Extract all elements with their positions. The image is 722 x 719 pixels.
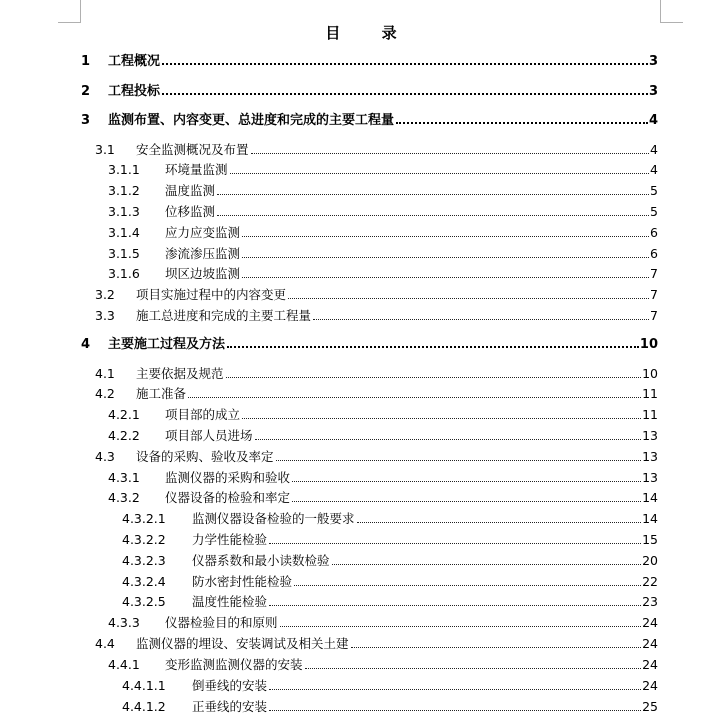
toc-entry-number: 3.3: [95, 308, 115, 323]
toc-entry-title: 安全监测概况及布置: [136, 140, 250, 160]
toc-entry-page-number: 13: [642, 428, 658, 443]
toc-entry-title: 工程概况: [108, 52, 161, 72]
toc-entry[interactable]: [0, 335, 722, 355]
toc-entry-number: 4.3.2.3: [122, 553, 166, 568]
toc-entry-title: 仪器设备的检验和率定: [165, 488, 291, 508]
toc-entry-title: 力学性能检验: [192, 530, 268, 550]
toc-entry-page-number: 22: [642, 574, 658, 589]
toc-entry[interactable]: [0, 676, 722, 696]
toc-entry-title: 位移监测: [165, 202, 216, 222]
toc-entry-line: [165, 181, 658, 201]
toc-entry[interactable]: [0, 82, 722, 102]
toc-entry-line: [165, 244, 658, 264]
toc-entry-title: 项目部人员进场: [165, 426, 254, 446]
toc-entry-number: 4.4: [95, 636, 115, 651]
toc-entry[interactable]: [0, 426, 722, 446]
toc-leader-dots: [230, 173, 649, 174]
toc-entry-title: 温度性能检验: [192, 592, 268, 612]
toc-leader-dots: [269, 710, 641, 711]
toc-entry-title: 防水密封性能检验: [192, 572, 293, 592]
toc-entry-number: 4.3.2.5: [122, 594, 166, 609]
toc-entry-title: 施工准备: [136, 384, 187, 404]
toc-leader-dots: [305, 668, 642, 669]
toc-entry[interactable]: [0, 613, 722, 633]
toc-entry[interactable]: [0, 111, 722, 131]
toc-entry-number: 4.3.1: [108, 470, 140, 485]
toc-entry-page-number: 20: [642, 553, 658, 568]
toc-leader-dots: [276, 460, 642, 461]
toc-entry-line: [165, 264, 658, 284]
toc-entry-line: [165, 202, 658, 222]
toc-entry-number: 4.3.2.2: [122, 532, 166, 547]
toc-entry-number: 3: [81, 113, 91, 128]
toc-entry-line: [165, 426, 658, 446]
toc-entry[interactable]: [0, 264, 722, 284]
page-corner-mark-left: [58, 0, 81, 23]
toc-leader-dots: [269, 543, 641, 544]
toc-entry-line: [136, 285, 658, 305]
toc-entry-line: [108, 52, 658, 72]
toc-entry-title: 项目部的成立: [165, 405, 241, 425]
toc-entry-number: 4.2.2: [108, 428, 140, 443]
toc-entry-number: 3.1.1: [108, 162, 140, 177]
toc-leader-dots: [242, 418, 641, 419]
toc-entry-number: 3.1.4: [108, 225, 140, 240]
toc-entry[interactable]: [0, 285, 722, 305]
toc-entry-title: 环境量监测: [165, 160, 229, 180]
toc-entry-number: 4.2.1: [108, 407, 140, 422]
toc-entry-line: [165, 160, 658, 180]
toc-entry-number: 4.3.2: [108, 490, 140, 505]
toc-entry[interactable]: [0, 530, 722, 550]
toc-entry[interactable]: [0, 140, 722, 160]
toc-entry-line: [165, 488, 658, 508]
toc-entry-title: 工程投标: [108, 82, 161, 102]
toc-entry-number: 4.3.2.4: [122, 574, 166, 589]
toc-leader-dots: [217, 194, 649, 195]
toc-entry-page-number: 10: [639, 337, 658, 352]
toc-entry-number: 3.1: [95, 142, 115, 157]
toc-entry-page-number: 4: [650, 162, 658, 177]
toc-entry-line: [136, 384, 658, 404]
toc-entry-number: 4.4.1: [108, 657, 140, 672]
toc-entry-line: [165, 655, 658, 675]
toc-leader-dots: [269, 689, 641, 690]
toc-entry-title: 主要依据及规范: [136, 364, 225, 384]
toc-entry-title: 监测仪器的采购和验收: [165, 468, 291, 488]
toc-entry-line: [165, 613, 658, 633]
toc-entry[interactable]: [0, 447, 722, 467]
toc-entry[interactable]: [0, 655, 722, 675]
toc-leader-dots: [242, 236, 649, 237]
toc-entry-page-number: 14: [642, 490, 658, 505]
toc-entry-page-number: 14: [642, 511, 658, 526]
toc-entry-title: 主要施工过程及方法: [108, 335, 226, 355]
toc-entry-line: [192, 697, 658, 717]
toc-leader-dots: [217, 215, 649, 216]
toc-entry-number: 4.4.1.1: [122, 678, 166, 693]
toc-leader-dots: [188, 397, 641, 398]
toc-entry-number: 3.1.5: [108, 246, 140, 261]
toc-leader-dots: [294, 585, 641, 586]
toc-entry[interactable]: [0, 223, 722, 243]
toc-entry-number: 1: [81, 54, 91, 69]
toc-entry[interactable]: [0, 488, 722, 508]
toc-entry-page-number: 13: [642, 470, 658, 485]
toc-entry-page-number: 3: [648, 54, 658, 69]
toc-entry-title: 监测布置、内容变更、总进度和完成的主要工程量: [108, 111, 395, 131]
toc-leader-dots: [255, 439, 642, 440]
toc-entry-line: [136, 447, 658, 467]
toc-entry-page-number: 5: [650, 183, 658, 198]
toc-entry-line: [192, 572, 658, 592]
toc-entry[interactable]: [0, 52, 722, 72]
toc-leader-dots: [280, 626, 642, 627]
toc-leader-dots: [332, 564, 642, 565]
toc-entry-title: 仪器检验目的和原则: [165, 613, 279, 633]
toc-title: 目 录: [325, 24, 415, 42]
toc-entry-title: 渗流渗压监测: [165, 244, 241, 264]
toc-entry-title: 正垂线的安装: [192, 697, 268, 717]
toc-leader-dots: [292, 501, 641, 502]
toc-entry-page-number: 7: [650, 308, 658, 323]
toc-entry-line: [192, 509, 658, 529]
toc-entry-page-number: 24: [642, 636, 658, 651]
toc-entry-page-number: 3: [648, 84, 658, 99]
toc-entry-title: 温度监测: [165, 181, 216, 201]
toc-entry-number: 3.1.3: [108, 204, 140, 219]
toc-entry-page-number: 11: [642, 407, 658, 422]
toc-leader-dots: [162, 63, 648, 65]
toc-entry-page-number: 7: [650, 266, 658, 281]
toc-entry-line: [136, 306, 658, 326]
toc-entry-page-number: 24: [642, 678, 658, 693]
toc-entry[interactable]: [0, 551, 722, 571]
toc-leader-dots: [242, 277, 649, 278]
toc-leader-dots: [162, 93, 648, 95]
toc-entry-number: 4.1: [95, 366, 115, 381]
toc-entry[interactable]: [0, 572, 722, 592]
toc-entry-number: 4.3.2.1: [122, 511, 166, 526]
toc-entry-page-number: 11: [642, 386, 658, 401]
toc-entry[interactable]: [0, 468, 722, 488]
toc-leader-dots: [351, 647, 642, 648]
toc-entry-title: 监测仪器的埋设、安装调试及相关土建: [136, 634, 350, 654]
toc-leader-dots: [242, 257, 649, 258]
toc-entry-page-number: 7: [650, 287, 658, 302]
toc-leader-dots: [288, 298, 649, 299]
toc-leader-dots: [357, 522, 642, 523]
toc-entry-page-number: 15: [642, 532, 658, 547]
toc-leader-dots: [396, 122, 648, 124]
toc-entry[interactable]: [0, 405, 722, 425]
toc-entry-number: 4: [81, 337, 91, 352]
toc-entry-title: 坝区边坡监测: [165, 264, 241, 284]
toc-entry-number: 3.2: [95, 287, 115, 302]
page-corner-mark-right: [660, 0, 683, 23]
toc-entry-title: 监测仪器设备检验的一般要求: [192, 509, 356, 529]
toc-entry-line: [108, 335, 658, 355]
toc-entry[interactable]: [0, 181, 722, 201]
toc-entry[interactable]: [0, 244, 722, 264]
toc-entry-line: [165, 468, 658, 488]
toc-entry-line: [108, 111, 658, 131]
toc-entry-title: 变形监测监测仪器的安装: [165, 655, 304, 675]
toc-entry[interactable]: [0, 202, 722, 222]
toc-entry-line: [108, 82, 658, 102]
toc-entry-line: [165, 405, 658, 425]
toc-entry[interactable]: [0, 592, 722, 612]
toc-entry-line: [165, 223, 658, 243]
toc-entry-page-number: 13: [642, 449, 658, 464]
toc-entry[interactable]: [0, 306, 722, 326]
toc-entry-page-number: 5: [650, 204, 658, 219]
toc-entry-line: [192, 551, 658, 571]
toc-entry-title: 仪器系数和最小读数检验: [192, 551, 331, 571]
toc-entry-number: 4.4.1.2: [122, 699, 166, 714]
toc-entry[interactable]: [0, 634, 722, 654]
toc-entry-page-number: 24: [642, 657, 658, 672]
toc-entry-page-number: 25: [642, 699, 658, 714]
toc-entry-line: [136, 140, 658, 160]
toc-leader-dots: [226, 377, 642, 378]
toc-entry[interactable]: [0, 160, 722, 180]
toc-entry-number: 3.1.2: [108, 183, 140, 198]
toc-entry-page-number: 6: [650, 246, 658, 261]
toc-entry-line: [136, 364, 658, 384]
toc-entry[interactable]: [0, 509, 722, 529]
toc-entry-number: 4.3: [95, 449, 115, 464]
toc-entry-line: [192, 530, 658, 550]
toc-entry-line: [136, 634, 658, 654]
toc-entry[interactable]: [0, 364, 722, 384]
toc-entry-title: 设备的采购、验收及率定: [136, 447, 275, 467]
toc-entry-page-number: 24: [642, 615, 658, 630]
toc-leader-dots: [313, 319, 649, 320]
toc-entry-title: 项目实施过程中的内容变更: [136, 285, 287, 305]
toc-entry-line: [192, 592, 658, 612]
toc-leader-dots: [227, 346, 639, 348]
toc-leader-dots: [292, 481, 641, 482]
toc-entry-page-number: 23: [642, 594, 658, 609]
toc-entry-title: 倒垂线的安装: [192, 676, 268, 696]
toc-entry[interactable]: [0, 697, 722, 717]
toc-entry-line: [192, 676, 658, 696]
toc-entry-number: 2: [81, 84, 91, 99]
toc-leader-dots: [251, 153, 649, 154]
toc-entry-title: 施工总进度和完成的主要工程量: [136, 306, 312, 326]
toc-entry-page-number: 4: [648, 113, 658, 128]
toc-entry-number: 4.2: [95, 386, 115, 401]
toc-entry[interactable]: [0, 384, 722, 404]
toc-leader-dots: [269, 605, 641, 606]
toc-entry-page-number: 6: [650, 225, 658, 240]
toc-entry-page-number: 10: [642, 366, 658, 381]
toc-entry-number: 3.1.6: [108, 266, 140, 281]
toc-entry-number: 4.3.3: [108, 615, 140, 630]
toc-entry-page-number: 4: [650, 142, 658, 157]
toc-entry-title: 应力应变监测: [165, 223, 241, 243]
